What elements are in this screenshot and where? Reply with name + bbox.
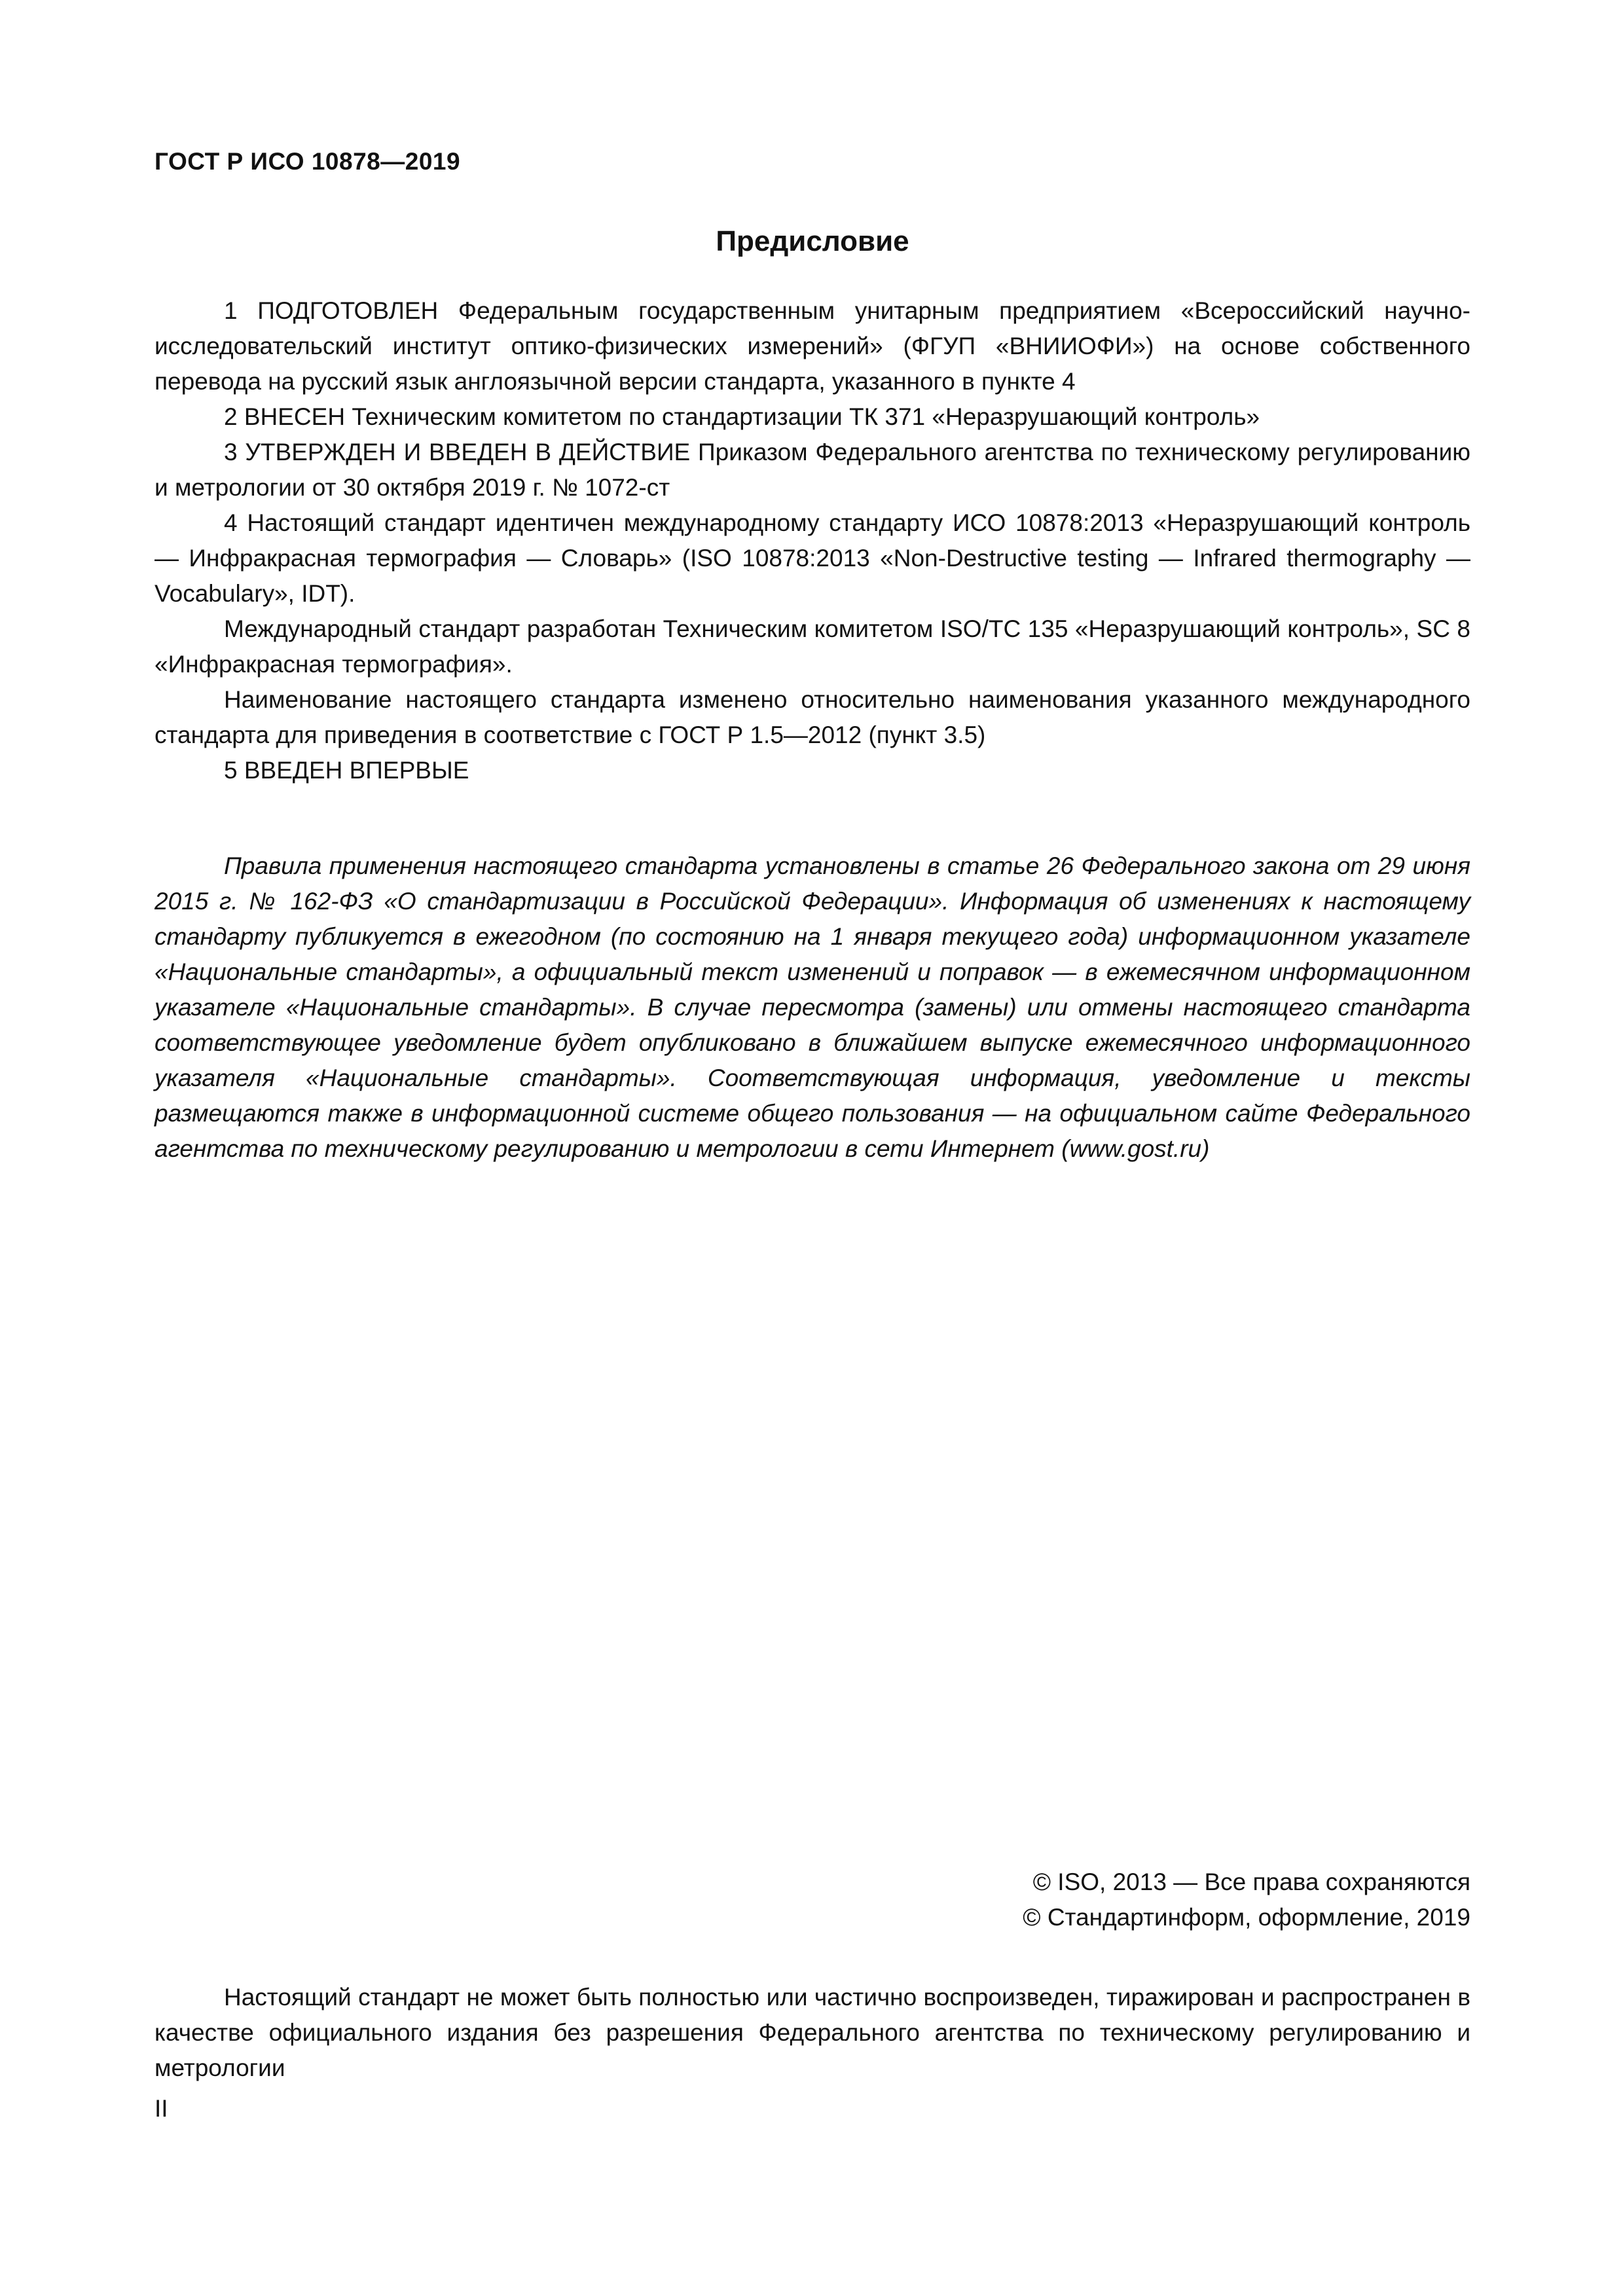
copyright-standartinform: © Стандартинформ, оформление, 2019 [1023,1904,1470,1931]
reproduction-paragraph: Настоящий стандарт не может быть полностью или частично воспроизведен, тиражирован и распространен в качестве официального издания без разрешения Федерального агентства по техническому регулированию и метрологии [155,1984,1470,2081]
reproduction-notice [155,1980,1470,2086]
preface-item-4: 4 Настоящий стандарт идентичен международному стандарту ИСО 10878:2013 «Неразрушающий контроль — Инфракрасная термография — Словарь» (ISO 10878:2013 «Non-Destructive testing — Infrared thermography — Vocabulary», IDT). [155,509,1470,607]
preface-item-5: 5 ВВЕДЕН ВПЕРВЫЕ [224,757,469,784]
preface-item-4-title-note: Наименование настоящего стандарта изменено относительно наименования указанного международного стандарта для приведения в соответствие с ГОСТ Р 1.5—2012 (пункт 3.5) [155,686,1470,748]
preface-section [155,293,1470,788]
copyright-iso: © ISO, 2013 — Все права сохраняются [1032,1868,1470,1895]
document-designation: ГОСТ Р ИСО 10878—2019 [155,148,461,175]
page-number: II [155,2095,168,2122]
notice-paragraph: Правила применения настоящего стандарта установлены в статье 26 Федерального закона от 29 июня 2015 г. № 162-ФЗ «О стандартизации в Российской Федерации». Информация об изменениях к настоящему стандарту публикуется в ежегодном (по состоянию на 1 января текущего года) информационном указателе «Национальные стандарты», а официальный текст изменений и поправок — в ежемесячном информационном указателе «Национальные стандарты». В случае пересмотра (замены) или отмены настоящего стандарта соответствующее уведомление будет опубликовано в ближайшем выпуске ежемесячного информационного указателя «Национальные стандарты». Соответствующая информация, уведомление и тексты размещаются также в информационной системе общего пользования — на официальном сайте Федерального агентства по техническому регулированию и метрологии в сети Интернет (www.gost.ru) [155,852,1470,1162]
preface-item-4-tc: Международный стандарт разработан Техническим комитетом ISO/TC 135 «Неразрушающий контроль», SC 8 «Инфракрасная термография». [155,615,1470,678]
application-rules-notice [155,848,1470,1167]
copyright-block [1023,1865,1470,1935]
preface-item-1: 1 ПОДГОТОВЛЕН Федеральным государственным унитарным предприятием «Всероссийский научно-исследовательский институт оптико-физических измерений» (ФГУП «ВНИИОФИ») на основе собственного перевода на русский язык англоязычной версии стандарта, указанного в пункте 4 [155,297,1470,395]
preface-item-3: 3 УТВЕРЖДЕН И ВВЕДЕН В ДЕЙСТВИЕ Приказом Федерального агентства по техническому регулированию и метрологии от 30 октября 2019 г. № 1072-ст [155,439,1470,501]
page-title: Предисловие [716,225,909,257]
preface-item-2: 2 ВНЕСЕН Техническим комитетом по стандартизации ТК 371 «Неразрушающий контроль» [224,403,1260,430]
